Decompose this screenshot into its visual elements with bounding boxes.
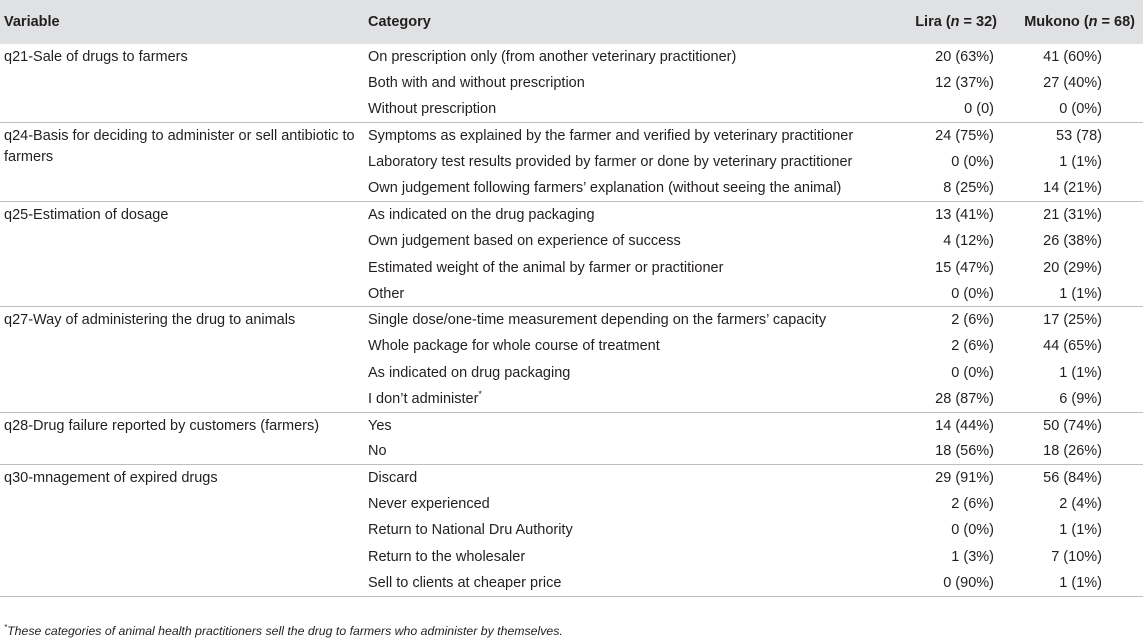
- table-row: [0, 465, 1143, 491]
- category-text: Return to the wholesaler: [368, 548, 526, 565]
- cell-lira: 13 (41%): [935, 207, 994, 224]
- cell-category: [364, 412, 879, 438]
- cell-mukono: 1 (1%): [1009, 281, 1143, 307]
- category-text: On prescription only (from another veterinary practitioner): [368, 49, 737, 66]
- cell-category: [364, 438, 879, 464]
- cell-lira: 0 (0): [879, 97, 1009, 123]
- cell-category: [364, 123, 879, 149]
- category-text: Without prescription: [368, 101, 497, 118]
- cell-category: [364, 202, 879, 228]
- cell-mukono: 27 (40%): [1043, 75, 1102, 92]
- cell-category: [364, 44, 879, 70]
- header-lira-value: = 32): [959, 14, 997, 30]
- header-category: Category: [368, 14, 431, 30]
- footnote-mark: *: [4, 623, 8, 632]
- cell-lira: 0 (0%): [951, 364, 994, 381]
- cell-mukono: 1 (1%): [1009, 570, 1143, 596]
- cell-variable: q25-Estimation of dosage: [0, 202, 364, 307]
- cell-mukono: 0 (0%): [1009, 97, 1143, 123]
- category-text: Symptoms as explained by the farmer and verified by veterinary practitioner: [368, 128, 854, 145]
- category-text: Both with and without prescription: [368, 75, 585, 92]
- table-footnote: [4, 623, 563, 638]
- cell-mukono: 20 (29%): [1043, 259, 1102, 276]
- cell-variable: q27-Way of administering the drug to animals: [0, 307, 364, 412]
- cell-mukono: 2 (4%): [1059, 496, 1102, 513]
- table-row: [0, 412, 1143, 438]
- cell-mukono: 21 (31%): [1043, 207, 1102, 224]
- header-mukono-name: Mukono (: [1024, 14, 1089, 30]
- cell-lira: 0 (0%): [951, 154, 994, 171]
- cell-lira: 1 (3%): [951, 548, 994, 565]
- cell-lira: 2 (6%): [951, 496, 994, 513]
- cell-lira: 0 (0%): [879, 281, 1009, 307]
- category-text: Laboratory test results provided by farmer or done by veterinary practitioner: [368, 154, 853, 171]
- cell-mukono: 44 (65%): [1043, 338, 1102, 355]
- cell-category: [364, 386, 879, 412]
- cell-category: [364, 175, 879, 201]
- category-text: Own judgement following farmers’ explanation (without seeing the animal): [368, 180, 842, 197]
- category-footnote-mark: *: [478, 388, 482, 399]
- cell-lira: 20 (63%): [935, 49, 994, 66]
- cell-variable: q30-mnagement of expired drugs: [0, 465, 364, 596]
- cell-lira: 4 (12%): [943, 233, 994, 250]
- header-mukono-n: n: [1088, 14, 1098, 30]
- cell-mukono: 1 (1%): [1059, 364, 1102, 381]
- cell-mukono: 18 (26%): [1009, 438, 1143, 464]
- cell-category: [364, 333, 879, 359]
- cell-lira: 2 (6%): [951, 312, 994, 329]
- cell-lira: 18 (56%): [879, 438, 1009, 464]
- category-text: As indicated on the drug packaging: [368, 207, 595, 224]
- category-text: Single dose/one-time measurement depending on the farmers’ capacity: [368, 312, 827, 329]
- cell-category: [364, 465, 879, 491]
- header-mukono: [1009, 0, 1143, 44]
- cell-category: [364, 307, 879, 333]
- category-text: Estimated weight of the animal by farmer or practitioner: [368, 259, 724, 276]
- category-text: Sell to clients at cheaper price: [368, 574, 562, 591]
- cell-mukono: 6 (9%): [1009, 386, 1143, 412]
- table-row: [0, 202, 1143, 228]
- header-lira-name: Lira (: [915, 14, 951, 30]
- cell-category: [364, 544, 879, 570]
- cell-mukono: 1 (1%): [1059, 522, 1102, 539]
- category-text: Never experienced: [368, 496, 490, 513]
- category-text: Own judgement based on experience of success: [368, 233, 681, 250]
- cell-variable: q28-Drug failure reported by customers (farmers): [0, 412, 364, 465]
- cell-lira: 14 (44%): [935, 417, 994, 434]
- footnote-text: These categories of animal health practitioners sell the drug to farmers who administer by themselves.: [7, 624, 563, 639]
- cell-lira: 29 (91%): [935, 470, 994, 487]
- cell-category: [364, 570, 879, 596]
- header-mukono-value: = 68): [1097, 14, 1135, 30]
- cell-lira: 0 (0%): [951, 522, 994, 539]
- cell-mukono: 14 (21%): [1009, 175, 1143, 201]
- cell-mukono: 53 (78): [1056, 128, 1102, 145]
- cell-mukono: 41 (60%): [1043, 49, 1102, 66]
- cell-category: [364, 70, 879, 96]
- category-text: Return to National Dru Authority: [368, 522, 573, 539]
- cell-lira: 8 (25%): [879, 175, 1009, 201]
- cell-mukono: 50 (74%): [1043, 417, 1102, 434]
- cell-lira: 2 (6%): [951, 338, 994, 355]
- category-text: I don’t administer: [368, 390, 479, 407]
- cell-lira: 24 (75%): [935, 128, 994, 145]
- table-body: [0, 44, 1143, 596]
- cell-mukono: 7 (10%): [1051, 548, 1102, 565]
- cell-category: [364, 149, 879, 175]
- cell-mukono: 26 (38%): [1043, 233, 1102, 250]
- cell-variable: q21-Sale of drugs to farmers: [0, 44, 364, 123]
- table-row: [0, 123, 1143, 149]
- category-text: Discard: [368, 470, 418, 487]
- cell-category: [364, 228, 879, 254]
- cell-category: [364, 254, 879, 280]
- cell-category: [364, 360, 879, 386]
- cell-mukono: 1 (1%): [1059, 154, 1102, 171]
- table-header-row: [0, 0, 1143, 44]
- category-text: As indicated on drug packaging: [368, 364, 571, 381]
- cell-category: [364, 517, 879, 543]
- cell-lira: 15 (47%): [935, 259, 994, 276]
- header-lira-n: n: [950, 14, 960, 30]
- cell-lira: 0 (90%): [879, 570, 1009, 596]
- table-row: [0, 44, 1143, 70]
- header-variable: Variable: [4, 14, 60, 30]
- cell-mukono: 17 (25%): [1043, 312, 1102, 329]
- cell-lira: 12 (37%): [935, 75, 994, 92]
- cell-variable: q24-Basis for deciding to administer or sell antibiotic to farmers: [0, 123, 364, 202]
- cell-category: [364, 97, 879, 123]
- category-text: Other: [368, 285, 405, 302]
- cell-mukono: 56 (84%): [1043, 470, 1102, 487]
- category-text: Yes: [368, 417, 392, 434]
- cell-lira: 28 (87%): [879, 386, 1009, 412]
- category-text: Whole package for whole course of treatment: [368, 338, 660, 355]
- cell-category: [364, 491, 879, 517]
- table-row: [0, 307, 1143, 333]
- category-text: No: [368, 443, 387, 460]
- cell-category: [364, 281, 879, 307]
- header-lira: [879, 0, 1009, 44]
